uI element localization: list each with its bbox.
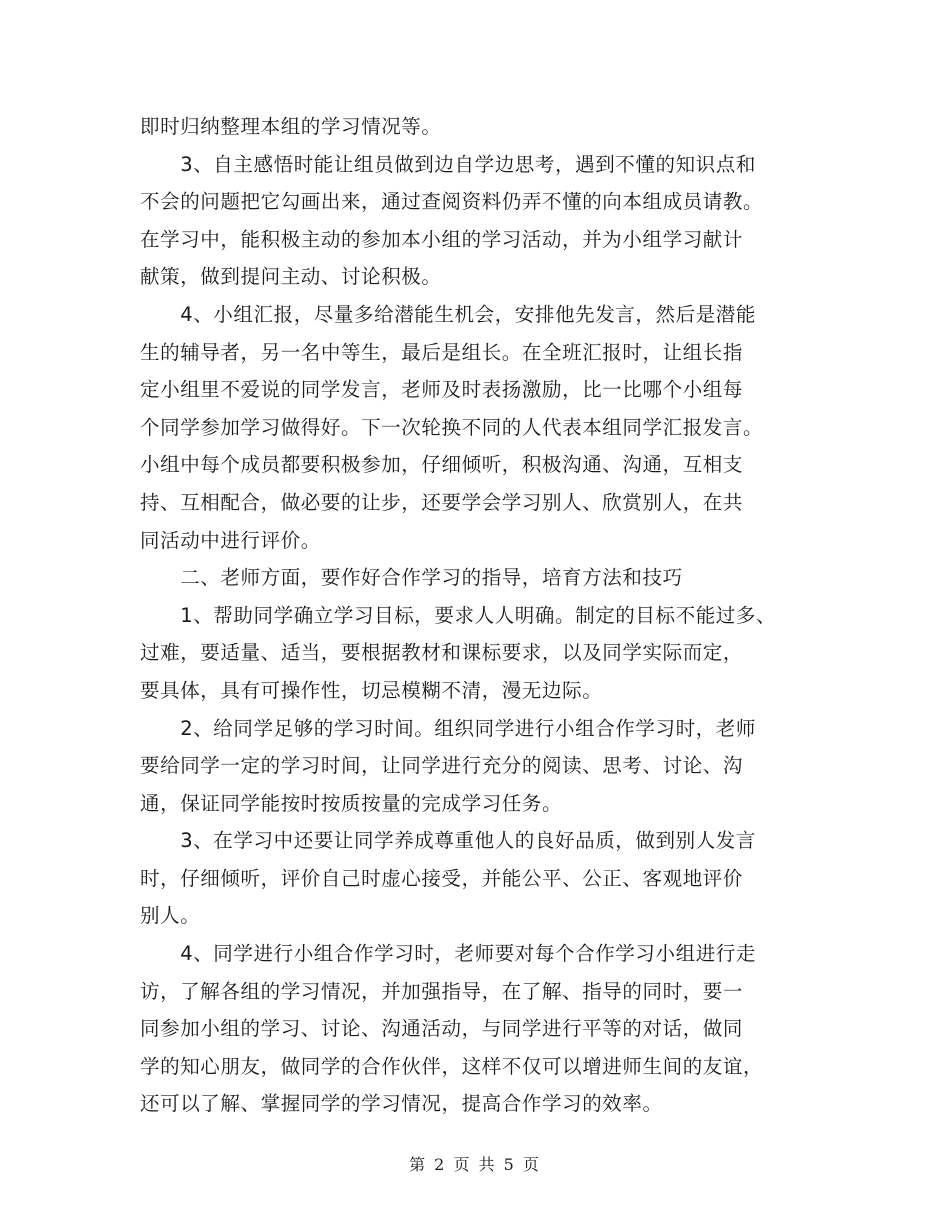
body-text <box>140 108 820 1123</box>
text-line: 献策，做到提问主动、讨论积极。 <box>140 265 442 289</box>
text-line: 同参加小组的学习、讨论、沟通活动，与同学进行平等的对话，做同 <box>140 1017 744 1041</box>
text-line: 即时归纳整理本组的学习情况等。 <box>140 115 442 138</box>
text-line: 小组中每个成员都要积极参加，仔细倾听，积极沟通、沟通，互相支 <box>140 453 744 477</box>
text-line: 4、小组汇报，尽量多给潜能生机会，安排他先发言，然后是潜能 <box>140 302 757 326</box>
text-line: 持、互相配合，做必要的让步，还要学会学习别人、欣赏别人，在共 <box>140 490 744 514</box>
text-line: 过难，要适量、适当，要根据教材和课标要求，以及同学实际而定， <box>140 641 744 665</box>
page-number: 第 2 页 共 5 页 <box>409 1155 541 1174</box>
text-line: 同活动中进行评价。 <box>140 528 321 552</box>
text-line: 1、帮助同学确立学习目标，要求人人明确。制定的目标不能过多、 <box>140 603 777 627</box>
text-line: 时，仔细倾听，评价自己时虚心接受，并能公平、公正、客观地评价 <box>140 866 744 890</box>
text-line: 定小组里不爱说的同学发言，老师及时表扬激励，比一比哪个小组每 <box>140 378 744 402</box>
text-line: 4、同学进行小组合作学习时，老师要对每个合作学习小组进行走 <box>140 942 757 966</box>
text-line: 还可以了解、掌握同学的学习情况，提高合作学习的效率。 <box>140 1092 663 1116</box>
text-line: 通，保证同学能按时按质按量的完成学习任务。 <box>140 791 563 815</box>
text-line: 在学习中，能积极主动的参加本小组的学习活动，并为小组学习献计 <box>140 227 744 251</box>
text-line: 要给同学一定的学习时间，让同学进行充分的阅读、思考、讨论、沟 <box>140 754 744 778</box>
section-heading: 二、老师方面，要作好合作学习的指导，培育方法和技巧 <box>140 566 683 590</box>
text-line: 不会的问题把它勾画出来，通过查阅资料仍弄不懂的向本组成员请教。 <box>140 190 764 214</box>
text-line: 2、给同学足够的学习时间。组织同学进行小组合作学习时，老师 <box>140 716 757 740</box>
page-footer <box>0 1152 950 1175</box>
text-line: 别人。 <box>140 904 201 928</box>
text-line: 3、自主感悟时能让组员做到边自学边思考，遇到不懂的知识点和 <box>140 152 757 176</box>
text-line: 访，了解各组的学习情况，并加强指导，在了解、指导的同时，要一 <box>140 979 744 1003</box>
text-line: 学的知心朋友，做同学的合作伙伴，这样不仅可以增进师生间的友谊， <box>140 1054 764 1078</box>
text-line: 个同学参加学习做得好。下一次轮换不同的人代表本组同学汇报发言。 <box>140 415 764 439</box>
text-line: 3、在学习中还要让同学养成尊重他人的良好品质，做到别人发言 <box>140 829 757 853</box>
text-line: 生的辅导者，另一名中等生，最后是组长。在全班汇报时，让组长指 <box>140 340 744 364</box>
text-line: 要具体，具有可操作性，切忌模糊不清，漫无边际。 <box>140 678 603 702</box>
